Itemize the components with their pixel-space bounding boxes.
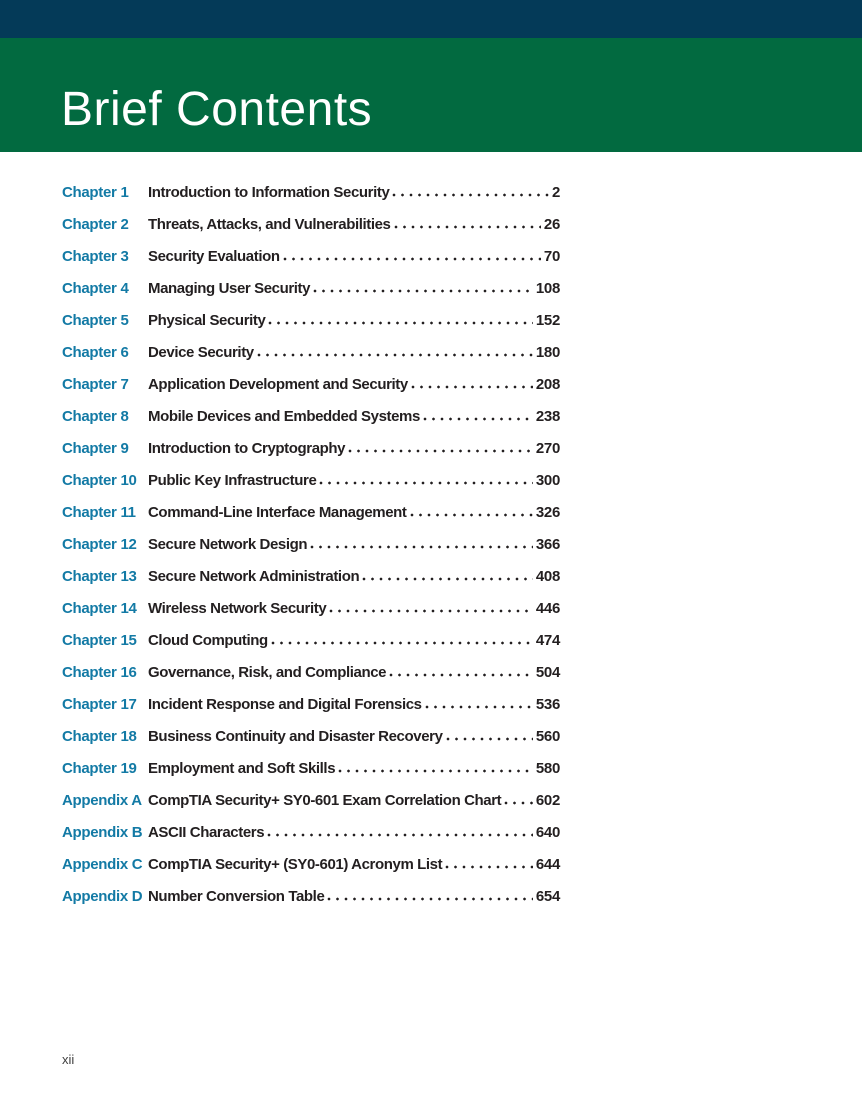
toc-chapter-label: Chapter 19	[62, 760, 137, 777]
toc-chapter-label: Appendix A	[62, 792, 142, 809]
toc-entry-title: Application Development and Security	[148, 376, 408, 393]
dot-leader-icon	[446, 737, 533, 741]
toc-page-number: 26	[543, 216, 560, 233]
toc-list	[62, 177, 560, 913]
dot-leader-icon	[394, 225, 541, 229]
toc-chapter-label: Appendix D	[62, 888, 143, 905]
toc-chapter-label: Chapter 16	[62, 664, 137, 681]
toc-row	[62, 241, 560, 273]
toc-chapter-label: Chapter 9	[62, 440, 129, 457]
dot-leader-icon	[410, 513, 533, 517]
toc-page-number: 446	[535, 600, 560, 617]
toc-row	[62, 657, 560, 689]
dot-leader-icon	[425, 705, 533, 709]
toc-row	[62, 881, 560, 913]
toc-chapter-label: Appendix B	[62, 824, 143, 841]
toc-page-number: 536	[535, 696, 560, 713]
toc-entry-title: Command-Line Interface Management	[148, 504, 407, 521]
toc-entry-title: Managing User Security	[148, 280, 311, 297]
toc-row	[62, 177, 560, 209]
dot-leader-icon	[257, 353, 533, 357]
toc-entry-title: ASCII Characters	[148, 824, 265, 841]
toc-page-number: 654	[535, 888, 560, 905]
toc-row	[62, 625, 560, 657]
toc-chapter-label: Chapter 2	[62, 216, 129, 233]
dot-leader-icon	[327, 897, 532, 901]
dot-leader-icon	[313, 289, 533, 293]
toc-entry-title: Threats, Attacks, and Vulnerabilities	[148, 216, 391, 233]
toc-page-number: 208	[535, 376, 560, 393]
toc-entry-title: Business Continuity and Disaster Recovery	[148, 728, 443, 745]
toc-page-number: 238	[535, 408, 560, 425]
dot-leader-icon	[362, 577, 533, 581]
dot-leader-icon	[338, 769, 533, 773]
dot-leader-icon	[310, 545, 533, 549]
toc-page-number: 2	[551, 184, 560, 201]
toc-chapter-label: Chapter 10	[62, 472, 137, 489]
toc-entry-title: Incident Response and Digital Forensics	[148, 696, 422, 713]
toc-page-number: 180	[535, 344, 560, 361]
toc-page-number: 640	[535, 824, 560, 841]
toc-row	[62, 785, 560, 817]
toc-chapter-label: Chapter 3	[62, 248, 129, 265]
toc-page-number: 366	[535, 536, 560, 553]
toc-chapter-label: Chapter 15	[62, 632, 137, 649]
toc-page-number: 580	[535, 760, 560, 777]
dot-leader-icon	[267, 833, 533, 837]
toc-entry-title: Cloud Computing	[148, 632, 268, 649]
toc-chapter-label: Chapter 13	[62, 568, 137, 585]
toc-row	[62, 401, 560, 433]
toc-page-number: 474	[535, 632, 560, 649]
toc-chapter-label: Chapter 4	[62, 280, 129, 297]
toc-chapter-label: Chapter 11	[62, 504, 136, 521]
toc-chapter-label: Chapter 17	[62, 696, 137, 713]
toc-chapter-label: Chapter 1	[62, 184, 129, 201]
toc-entry-title: Governance, Risk, and Compliance	[148, 664, 387, 681]
toc-chapter-label: Chapter 8	[62, 408, 129, 425]
toc-entry-title: CompTIA Security+ (SY0-601) Acronym List	[148, 856, 443, 873]
toc-row	[62, 529, 560, 561]
toc-row	[62, 561, 560, 593]
dot-leader-icon	[329, 609, 533, 613]
dot-leader-icon	[504, 801, 533, 805]
dot-leader-icon	[445, 865, 533, 869]
toc-row	[62, 593, 560, 625]
toc-entry-title: Secure Network Administration	[148, 568, 360, 585]
toc-entry-title: Introduction to Information Security	[148, 184, 390, 201]
toc-row	[62, 369, 560, 401]
toc-row	[62, 817, 560, 849]
toc-row	[62, 433, 560, 465]
toc-page-number: 300	[535, 472, 560, 489]
toc-row	[62, 849, 560, 881]
toc-row	[62, 305, 560, 337]
page-title: Brief Contents	[61, 83, 373, 136]
dot-leader-icon	[423, 417, 533, 421]
toc-row	[62, 689, 560, 721]
toc-entry-title: CompTIA Security+ SY0-601 Exam Correlation Chart	[148, 792, 502, 809]
toc-entry-title: Physical Security	[148, 312, 266, 329]
toc-row	[62, 753, 560, 785]
toc-page-number: 504	[535, 664, 560, 681]
toc-page-number: 560	[535, 728, 560, 745]
header-band	[0, 38, 862, 152]
toc-page-number: 152	[535, 312, 560, 329]
toc-page-number: 602	[535, 792, 560, 809]
dot-leader-icon	[348, 449, 533, 453]
toc-row	[62, 209, 560, 241]
toc-entry-title: Device Security	[148, 344, 254, 361]
dot-leader-icon	[411, 385, 533, 389]
folio-page-number: xii	[62, 1052, 75, 1067]
toc-entry-title: Number Conversion Table	[148, 888, 325, 905]
toc-chapter-label: Chapter 12	[62, 536, 137, 553]
dot-leader-icon	[319, 481, 532, 485]
dot-leader-icon	[271, 641, 533, 645]
toc-chapter-label: Chapter 6	[62, 344, 129, 361]
toc-page-number: 644	[535, 856, 560, 873]
toc-entry-title: Introduction to Cryptography	[148, 440, 346, 457]
dot-leader-icon	[268, 321, 532, 325]
toc-page-number: 270	[535, 440, 560, 457]
toc-entry-title: Security Evaluation	[148, 248, 280, 265]
toc-row	[62, 465, 560, 497]
toc-entry-title: Mobile Devices and Embedded Systems	[148, 408, 420, 425]
toc-chapter-label: Chapter 18	[62, 728, 137, 745]
toc-entry-title: Secure Network Design	[148, 536, 308, 553]
toc-chapter-label: Appendix C	[62, 856, 143, 873]
toc-chapter-label: Chapter 5	[62, 312, 129, 329]
toc-row	[62, 721, 560, 753]
toc-entry-title: Employment and Soft Skills	[148, 760, 336, 777]
toc-entry-title: Wireless Network Security	[148, 600, 327, 617]
toc-chapter-label: Chapter 7	[62, 376, 129, 393]
toc-row	[62, 273, 560, 305]
toc-page-number: 326	[535, 504, 560, 521]
dot-leader-icon	[389, 673, 533, 677]
top-navy-bar	[0, 0, 862, 38]
toc-row	[62, 337, 560, 369]
toc-entry-title: Public Key Infrastructure	[148, 472, 317, 489]
toc-chapter-label: Chapter 14	[62, 600, 137, 617]
dot-leader-icon	[283, 257, 541, 261]
toc-page-number: 108	[535, 280, 560, 297]
dot-leader-icon	[392, 193, 549, 197]
toc-row	[62, 497, 560, 529]
toc-page-number: 70	[543, 248, 560, 265]
toc-page-number: 408	[535, 568, 560, 585]
